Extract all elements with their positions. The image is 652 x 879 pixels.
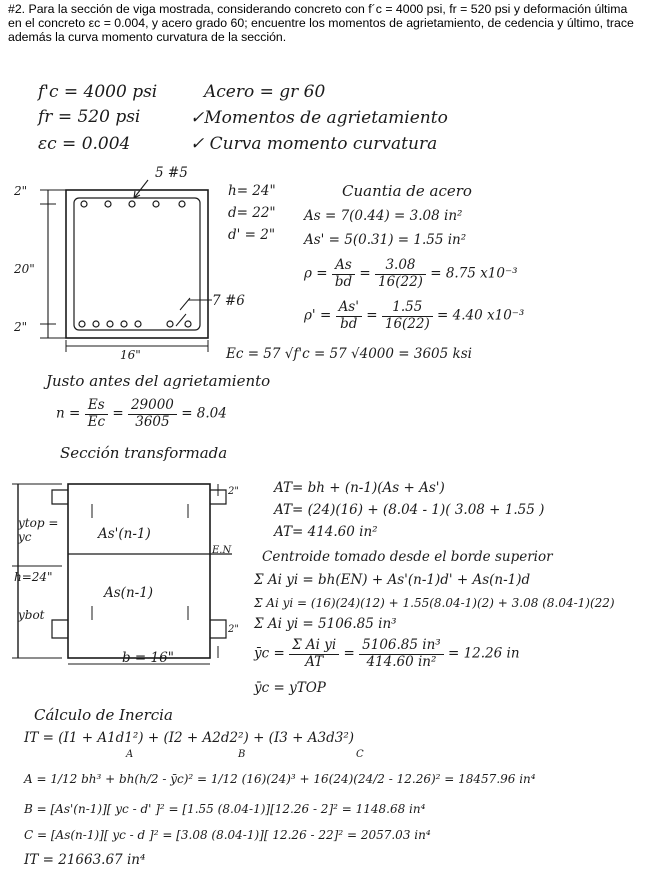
rhop-den2: 16(22) bbox=[384, 315, 430, 332]
yc-num: Σ Ai yi bbox=[289, 638, 339, 655]
mark-b: B bbox=[238, 749, 246, 760]
yc-result: = 12.26 in bbox=[447, 645, 520, 662]
rho-line: ρ = $\frac{As}{bd}$ = $\frac{3.08}{16(22)}$ = 8.75 x10⁻³ bbox=[304, 257, 518, 290]
ytop-label: ytop = bbox=[18, 516, 59, 530]
problem-statement: #2. Para la sección de viga mostrada, considerando concreto con f´c = 4000 psi, fr = 520 psi y deformación última en el concreto εc = 0.004, y acero grado 60; encuentre los momentos de agrietamiento, de cedencia y último, trace además la curva momento curvatura de la sección. bbox=[8, 2, 634, 44]
rhop-den: bd bbox=[340, 315, 358, 332]
as-n-label: As(n-1) bbox=[104, 585, 154, 601]
a-equation: A = 1/12 bh³ + bh(h/2 - ȳc)² = 1/12 (16)(24)³ + 16(24)(24/2 - 12.26)² = 18457.96 in⁴ bbox=[24, 772, 536, 786]
rho-prime-line: ρ' = $\frac{As'}{bd}$ = $\frac{1.55}{16(22)}$ = 4.40 x10⁻³ bbox=[304, 299, 525, 332]
en-label: E.N bbox=[212, 545, 232, 556]
rho-lhs: ρ = bbox=[304, 265, 328, 282]
n-line: n = $\frac{Es}{Ec}$ = $\frac{29000}{3605}$ = 8.04 bbox=[56, 397, 227, 430]
given-ec: εc = 0.004 bbox=[38, 134, 131, 154]
n-result: = 8.04 bbox=[181, 405, 227, 422]
as-prime-n-label: As'(n-1) bbox=[98, 526, 151, 542]
rho-num: As bbox=[332, 258, 355, 275]
yc-label: yc bbox=[18, 530, 32, 544]
rhop-num2: 1.55 bbox=[382, 300, 433, 317]
beam-section-diagram bbox=[30, 160, 230, 365]
inercia-title: Cálculo de Inercia bbox=[34, 706, 173, 724]
n-den: Ec bbox=[87, 413, 106, 430]
transformada-title: Sección transformada bbox=[60, 444, 228, 462]
b-equation: B = [As'(n-1)][ yc - d' ]² = [1.55 (8.04-1)][12.26 - 2]² = 1148.68 in⁴ bbox=[24, 802, 426, 816]
rhop-lhs: ρ' = bbox=[304, 307, 332, 324]
ec-line: Ec = 57 √f'c = 57 √4000 = 3605 ksi bbox=[226, 346, 472, 362]
yc-ytop-line: ȳc = yTOP bbox=[254, 680, 326, 696]
bottom-bars-label: 7 #6 bbox=[212, 293, 245, 309]
yc-den2: 414.60 in² bbox=[366, 653, 437, 670]
rho-result: = 8.75 x10⁻³ bbox=[430, 265, 518, 282]
n-den2: 3605 bbox=[135, 413, 170, 430]
as-prime-line: As' = 5(0.31) = 1.55 in² bbox=[304, 232, 467, 248]
agrietamiento-title: Justo antes del agrietamiento bbox=[46, 372, 271, 390]
yc-num2: 5106.85 in³ bbox=[359, 638, 444, 655]
at-line-2: AT= (24)(16) + (8.04 - 1)( 3.08 + 1.55 ) bbox=[274, 502, 545, 518]
n-num: Es bbox=[85, 398, 108, 415]
rho-num2: 3.08 bbox=[375, 258, 426, 275]
dim-2-top: 2" bbox=[228, 486, 239, 497]
centroide-text: Centroide tomado desde el borde superior bbox=[262, 549, 553, 565]
top-bars-label: 5 #5 bbox=[155, 165, 188, 181]
mark-a: A bbox=[126, 749, 134, 760]
at-line-3: AT= 414.60 in² bbox=[274, 524, 378, 540]
task-momentos: ✓Momentos de agrietamiento bbox=[190, 108, 448, 128]
yc-lhs: ȳc = bbox=[254, 645, 285, 662]
dim-width: 16" bbox=[120, 348, 141, 362]
ybot-label: ybot bbox=[18, 608, 45, 622]
it-equation: IT = (I1 + A1d1²) + (I2 + A2d2²) + (I3 + A3d3²) bbox=[24, 730, 355, 746]
dim-height: 20" bbox=[14, 262, 35, 276]
at-line-1: AT= bh + (n-1)(As + As') bbox=[274, 480, 445, 496]
yc-den: AT bbox=[305, 653, 324, 670]
d-value: d= 22" bbox=[228, 205, 276, 221]
b-label: b = 16" bbox=[122, 650, 174, 666]
h24-label: h=24" bbox=[14, 570, 53, 584]
as-line: As = 7(0.44) = 3.08 in² bbox=[304, 208, 463, 224]
sum-line-3: Σ Ai yi = 5106.85 in³ bbox=[254, 616, 397, 632]
it-result: IT = 21663.67 in⁴ bbox=[24, 852, 146, 868]
given-acero: Acero = gr 60 bbox=[204, 82, 326, 102]
c-equation: C = [As(n-1)][ yc - d ]² = [3.08 (8.04-1)][ 12.26 - 22]² = 2057.03 in⁴ bbox=[24, 828, 431, 842]
sum-line-1: Σ Ai yi = bh(EN) + As'(n-1)d' + As(n-1)d bbox=[254, 572, 531, 588]
task-curva: ✓ Curva momento curvatura bbox=[190, 134, 438, 154]
rhop-num: As' bbox=[336, 300, 362, 317]
rho-den: bd bbox=[334, 273, 353, 290]
given-fc: f'c = 4000 psi bbox=[38, 82, 158, 102]
sum-line-2: Σ Ai yi = (16)(24)(12) + 1.55(8.04-1)(2) + 3.08 (8.04-1)(22) bbox=[254, 596, 615, 610]
cuantia-title: Cuantia de acero bbox=[342, 182, 472, 200]
yc-line: ȳc = $\frac{\text{Σ Ai yi}}{AT}$ = $\frac{\text{5106.85 in³}}{\text{414.60 in²}}$ = 12.26 in bbox=[254, 637, 520, 670]
rhop-result: = 4.40 x10⁻³ bbox=[437, 307, 525, 324]
dim-bottom-cover: 2" bbox=[14, 320, 28, 334]
d-prime-value: d' = 2" bbox=[228, 227, 276, 243]
n-lhs: n = bbox=[56, 405, 81, 422]
dim-top-cover: 2" bbox=[14, 184, 28, 198]
mark-c: C bbox=[356, 749, 364, 760]
dim-2-bot: 2" bbox=[228, 624, 239, 635]
n-num2: 29000 bbox=[128, 398, 177, 415]
given-fr: fr = 520 psi bbox=[38, 107, 141, 127]
h-value: h= 24" bbox=[228, 183, 276, 199]
rho-den2: 16(22) bbox=[378, 273, 423, 290]
